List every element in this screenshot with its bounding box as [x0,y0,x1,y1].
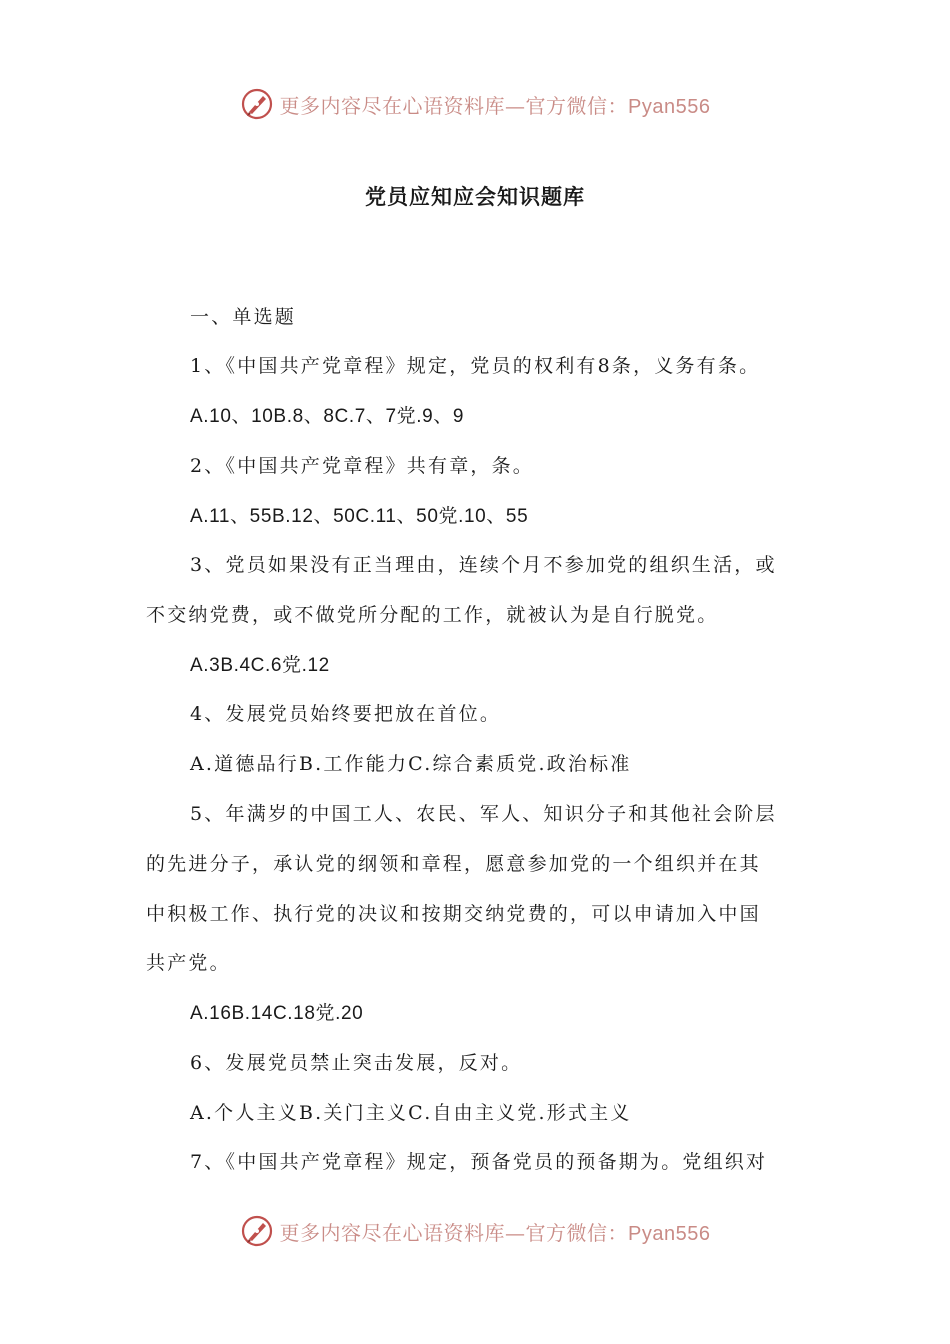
question-text-continued: 不交纳党费，或不做党所分配的工作，就被认为是自行脱党。 [146,604,719,626]
watermark-text: 更多内容尽在心语资料库—官方微信：Pyan556 [279,1220,711,1245]
question-text: 7、《中国共产党章程》规定，预备党员的预备期为。党组织对 [190,1151,768,1173]
answer-options: A.10、10B.8、8C.7、7党.9、9 [190,406,465,427]
question-text-continued: 的先进分子，承认党的纲领和章程，愿意参加党的一个组织并在其 [146,853,761,875]
answer-options: A.16B.14C.18党.20 [190,1003,364,1024]
question-text: 4、发展党员始终要把放在首位。 [190,703,502,725]
question-text-continued: 共产党。 [146,952,231,974]
question-text: 2、《中国共产党章程》共有章，条。 [190,455,534,477]
watermark-text: 更多内容尽在心语资料库—官方微信：Pyan556 [279,93,711,118]
watermark-header [0,84,950,124]
question-text: 6、发展党员禁止突击发展，反对。 [190,1052,523,1074]
watermark-footer [0,1211,950,1251]
question-text: 3、党员如果没有正当理由，连续个月不参加党的组织生活，或 [190,554,777,576]
pen-nib-logo-icon [240,87,274,121]
question-text: 5、年满岁的中国工人、农民、军人、知识分子和其他社会阶层 [190,803,777,825]
page-title: 党员应知应会知识题库 [365,184,585,209]
question-text-continued: 中积极工作、执行党的决议和按期交纳党费的，可以申请加入中国 [146,903,761,925]
question-text: 1、《中国共产党章程》规定，党员的权利有8条，义务有条。 [190,355,761,377]
section-heading: 一、单选题 [190,306,297,328]
answer-options: A.个人主义B.关门主义C.自由主义党.形式主义 [190,1102,632,1124]
pen-nib-logo-icon [240,1214,274,1248]
answer-options: A.11、55B.12、50C.11、50党.10、55 [190,506,529,527]
answer-options: A.3B.4C.6党.12 [190,655,330,676]
answer-options: A.道德品行B.工作能力C.综合素质党.政治标准 [190,753,632,775]
